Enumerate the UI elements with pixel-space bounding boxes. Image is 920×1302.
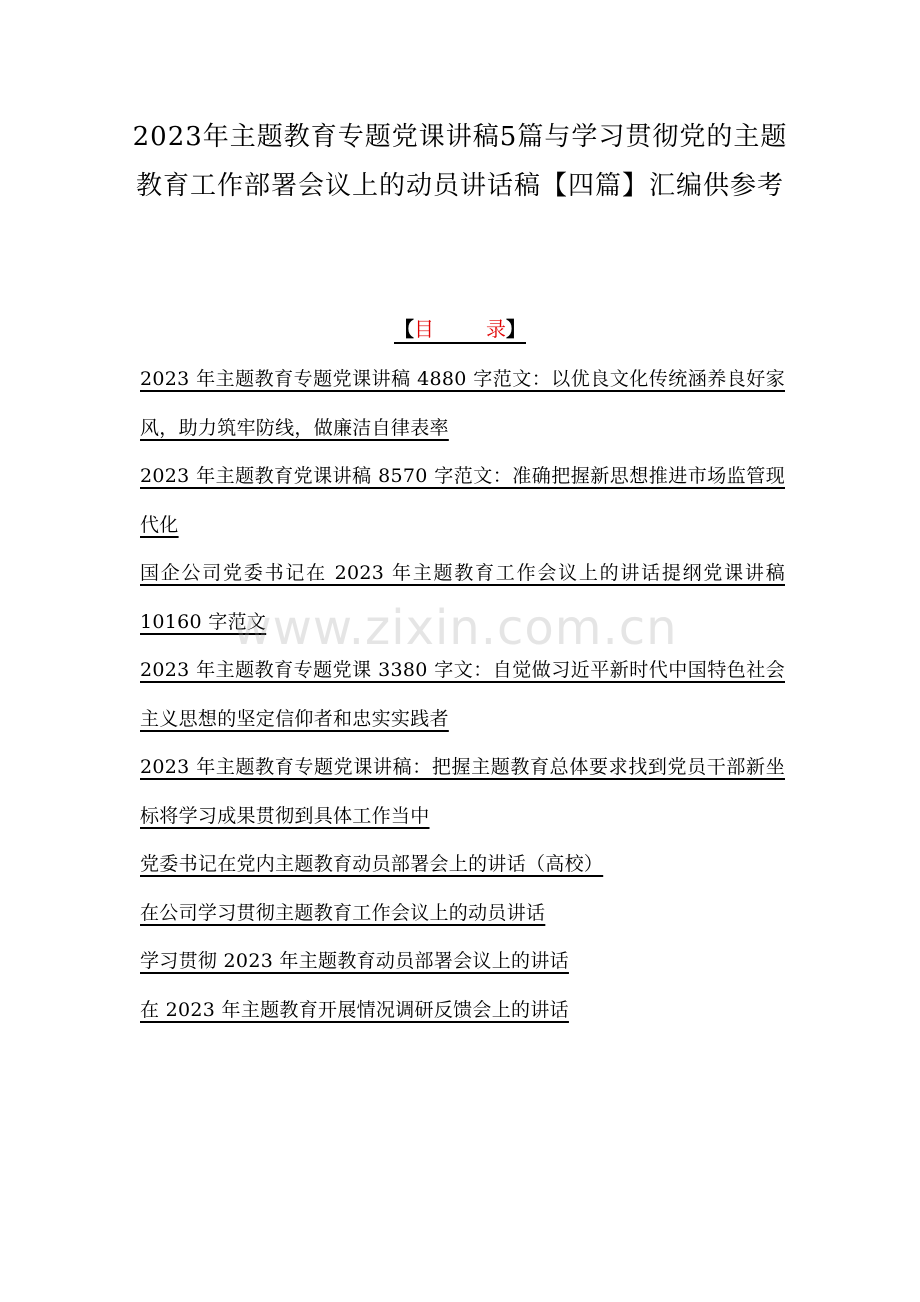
toc-link-3[interactable]: 国企公司党委书记在 2023 年主题教育工作会议上的讲话提纲党课讲稿 10160 字范文	[140, 562, 785, 633]
site-watermark: www.zixin.com.cn	[232, 600, 678, 656]
toc-heading-underline	[394, 317, 526, 344]
toc-item-3	[140, 549, 785, 646]
toc-item-8	[140, 937, 785, 986]
toc-link-1[interactable]: 2023 年主题教育专题党课讲稿 4880 字范文：以优良文化传统涵养良好家风，助力筑牢防线，做廉洁自律表率	[140, 368, 785, 439]
toc-list	[140, 355, 785, 1034]
toc-item-7	[140, 889, 785, 938]
toc-heading	[0, 314, 920, 344]
toc-link-2[interactable]: 2023 年主题教育党课讲稿 8570 字范文：准确把握新思想推进市场监管现代化	[140, 465, 785, 536]
toc-link-8[interactable]: 学习贯彻 2023 年主题教育动员部署会议上的讲话	[140, 950, 569, 972]
toc-open-bracket: 【	[394, 317, 414, 341]
toc-item-1	[140, 355, 785, 452]
toc-item-2	[140, 452, 785, 549]
toc-label-second: 录	[486, 317, 506, 341]
toc-label-first: 目	[414, 317, 434, 341]
toc-link-6[interactable]: 党委书记在党内主题教育动员部署会上的讲话（高校）	[140, 853, 604, 875]
toc-link-7[interactable]: 在公司学习贯彻主题教育工作会议上的动员讲话	[140, 901, 546, 924]
toc-item-6	[140, 840, 785, 889]
toc-item-5	[140, 743, 785, 840]
toc-close-bracket: 】	[506, 317, 526, 341]
toc-link-9[interactable]: 在 2023 年主题教育开展情况调研反馈会上的讲话	[140, 998, 569, 1021]
toc-link-5[interactable]: 2023 年主题教育专题党课讲稿：把握主题教育总体要求找到党员干部新坐标将学习成果贯彻到具体工作当中	[140, 756, 785, 827]
toc-item-9	[140, 986, 785, 1035]
toc-link-4[interactable]: 2023 年主题教育专题党课 3380 字文：自觉做习近平新时代中国特色社会主义思想的坚定信仰者和忠实实践者	[140, 659, 785, 730]
document-title: 2023年主题教育专题党课讲稿5篇与学习贯彻党的主题教育工作部署会议上的动员讲话稿【四篇】汇编供参考	[132, 122, 788, 201]
toc-item-4	[140, 646, 785, 743]
